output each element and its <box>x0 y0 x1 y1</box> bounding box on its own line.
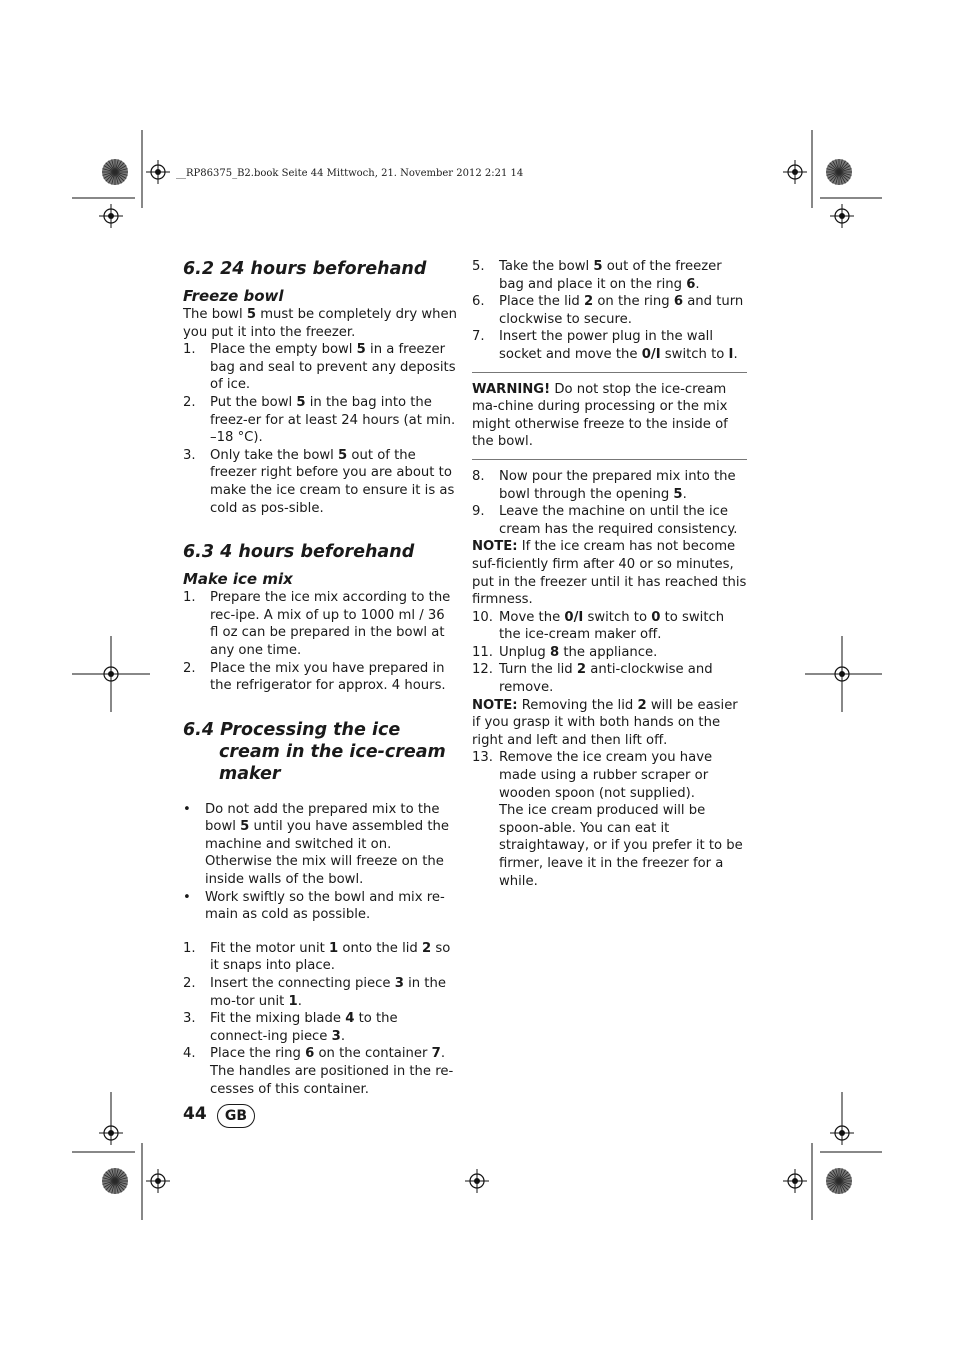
registration-mark-icon <box>830 204 854 228</box>
item-number: 6. <box>472 294 485 310</box>
item-text: Fit the mixing blade 4 to the connect-ing piece 3. <box>210 1011 398 1044</box>
freeze-bowl-heading: Freeze bowl <box>183 287 284 305</box>
section-6-4-heading: 6.4 Processing the ice cream in the ice-cream maker <box>183 719 446 784</box>
color-wheel-icon <box>102 159 128 185</box>
item-number: 1. <box>183 590 196 606</box>
section-6-3-heading: 6.3 4 hours beforehand <box>183 542 415 563</box>
item-text: Move the 0/I switch to 0 to switch the ice-cream maker off. <box>499 609 725 643</box>
registration-mark-icon <box>783 1169 807 1193</box>
registration-mark-icon <box>830 1121 854 1145</box>
bullet-icon: • <box>183 801 191 817</box>
country-code-badge: GB <box>217 1104 255 1128</box>
freeze-intro: The bowl 5 must be completely dry when you put it into the freezer. <box>183 307 457 340</box>
item-number: 12. <box>472 662 493 678</box>
item-text: Place the mix you have prepared in the refrigerator for approx. 4 hours. <box>210 660 446 694</box>
item-number: 2. <box>183 976 196 992</box>
item-number: 2. <box>183 660 196 676</box>
registration-mark-icon <box>99 204 123 228</box>
warning-box: WARNING! Do not stop the ice-cream ma-chine during processing or the mix might otherwise freeze to the inside of the bowl. <box>472 381 728 450</box>
item-text: Take the bowl 5 out of the freezer bag and place it on the ring 6. <box>499 259 722 292</box>
registration-mark-icon <box>99 662 123 686</box>
bullet-text: Work swiftly so the bowl and mix re-main as cold as possible. <box>205 889 445 923</box>
make-ice-mix-heading: Make ice mix <box>183 570 293 589</box>
item-text: Leave the machine on until the ice cream has the required consistency. <box>499 504 738 537</box>
step-13-extra: The ice cream produced will be spoon-able. You can eat it straightaway, or if you prefer it to be firmer, leave it in the freezer for a while. <box>499 803 743 889</box>
item-text: Insert the connecting piece 3 in the mo-tor unit 1. <box>210 976 446 1009</box>
bullet-icon: • <box>183 889 191 905</box>
item-number: 5. <box>472 259 485 274</box>
registration-mark-icon <box>783 160 807 184</box>
item-number: 1. <box>183 940 196 956</box>
page-number: 44 <box>183 1104 207 1124</box>
registration-mark-icon <box>830 662 854 686</box>
item-number: 9. <box>472 504 485 520</box>
registration-mark-icon <box>146 1169 170 1193</box>
item-text: Place the empty bowl 5 in a freezer bag and seal to prevent any deposits of ice. <box>210 342 456 393</box>
item-number: 3. <box>183 1011 196 1027</box>
item-number: 13. <box>472 750 493 766</box>
item-text: Prepare the ice mix according to the rec-ipe. A mix of up to 1000 ml / 36 fl oz can be prepared in the bowl at any one time. <box>210 590 451 658</box>
note-firmness: NOTE: If the ice cream has not become suf-ficiently firm after 40 or so minutes, put in the freezer until it has reached this firmness. <box>472 539 747 608</box>
item-number: 11. <box>472 644 493 660</box>
item-text: Place the lid 2 on the ring 6 and turn clockwise to secure. <box>499 294 744 327</box>
note-lid: NOTE: Removing the lid 2 will be easier if you grasp it with both hands on the right and left and then lift off. <box>472 697 738 748</box>
item-text: Unplug 8 the appliance. <box>499 644 658 660</box>
section-6-2-heading: 6.2 24 hours beforehand <box>183 259 427 279</box>
item-number: 1. <box>183 342 196 358</box>
item-number: 7. <box>472 329 485 345</box>
item-text: Put the bowl 5 in the bag into the freez-er for at least 24 hours (at min. –18 °C). <box>210 394 456 446</box>
print-info: __RP86375_B2.book Seite 44 Mittwoch, 21. November 2012 2:21 14 <box>176 168 524 179</box>
registration-mark-icon <box>465 1169 489 1193</box>
item-text: Turn the lid 2 anti-clockwise and remove. <box>499 662 713 696</box>
color-wheel-icon <box>826 1168 852 1194</box>
item-number: 3. <box>183 447 196 463</box>
item-text: Only take the bowl 5 out of the freezer right before you are about to make the ice cream to ensure it is as cold as pos-sible. <box>210 447 455 516</box>
item-number: 4. <box>183 1046 196 1062</box>
bullet-text: Do not add the prepared mix to the bowl 5 until you have assembled the machine and switched it on. Otherwise the mix will freeze on the inside walls of the bowl. <box>205 801 449 888</box>
registration-mark-icon <box>146 160 170 184</box>
item-number: 2. <box>183 394 196 410</box>
color-wheel-icon <box>102 1168 128 1194</box>
registration-mark-icon <box>99 1121 123 1145</box>
item-text: Remove the ice cream you have made using a rubber scraper or wooden spoon (not supplied). <box>499 750 713 801</box>
item-text: Now pour the prepared mix into the bowl through the opening 5. <box>499 468 736 502</box>
item-text: Fit the motor unit 1 onto the lid 2 so it snaps into place. <box>210 940 451 974</box>
item-number: 10. <box>472 609 493 625</box>
item-text: Place the ring 6 on the container 7. The handles are positioned in the re-cesses of this container. <box>210 1046 454 1097</box>
color-wheel-icon <box>826 159 852 185</box>
item-number: 8. <box>472 468 485 484</box>
item-text: Insert the power plug in the wall socket and move the 0/I switch to I. <box>499 329 738 362</box>
